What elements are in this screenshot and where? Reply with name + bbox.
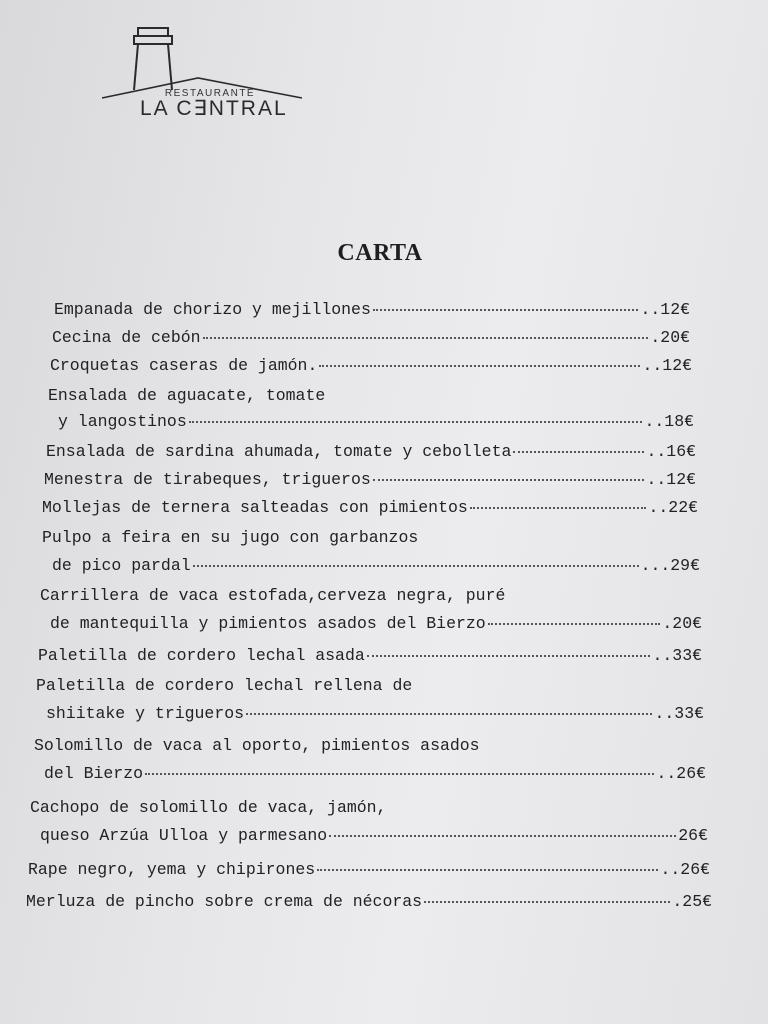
- menu-item-name: queso Arzúa Ulloa y parmesano: [40, 826, 328, 845]
- dot-leader: [317, 868, 658, 871]
- dot-leader: [513, 450, 644, 453]
- menu-item-price: ..33€: [654, 704, 704, 723]
- menu-item-line: [42, 498, 698, 522]
- menu-item-price: ..12€: [642, 356, 692, 375]
- menu-item-name: Carrillera de vaca estofada,cerveza negra, puré: [40, 586, 506, 605]
- menu-item-name: Ensalada de aguacate, tomate: [48, 386, 326, 405]
- menu-item-name: Rape negro, yema y chipirones: [28, 860, 316, 879]
- menu-item-price: ..18€: [644, 412, 694, 431]
- menu-item-name: Croquetas caseras de jamón.: [50, 356, 318, 375]
- menu-item-name: Cecina de cebón: [52, 328, 201, 347]
- menu-item-line: [46, 704, 704, 728]
- menu-item-name: Mollejas de ternera salteadas con pimientos: [42, 498, 468, 517]
- menu-item-price: .20€: [662, 614, 702, 633]
- menu-item-name: Merluza de pincho sobre crema de nécoras: [26, 892, 423, 911]
- menu-item-price: .20€: [650, 328, 690, 347]
- menu-item-price: ..26€: [656, 764, 706, 783]
- menu-item-price: ..12€: [646, 470, 696, 489]
- dot-leader: [329, 834, 676, 837]
- dot-leader: [145, 772, 654, 775]
- menu-item-line: [44, 764, 706, 788]
- menu-item-line: [46, 442, 696, 466]
- menu-item-name: Paletilla de cordero lechal asada: [38, 646, 365, 665]
- menu-item-line: [50, 356, 692, 380]
- menu-item-name: Menestra de tirabeques, trigueros: [44, 470, 371, 489]
- dot-leader: [189, 420, 643, 423]
- menu-item-line: [48, 386, 325, 410]
- menu-item-line: [40, 586, 505, 610]
- menu-item-line: [42, 528, 418, 552]
- menu-item-price: ...29€: [640, 556, 700, 575]
- menu-item-name: Paletilla de cordero lechal rellena de: [36, 676, 413, 695]
- menu-item-line: [38, 646, 702, 670]
- dot-leader: [424, 900, 670, 903]
- menu-item-price: ..33€: [652, 646, 702, 665]
- menu-item-line: [34, 736, 480, 760]
- menu-item-name: Pulpo a feira en su jugo con garbanzos: [42, 528, 419, 547]
- menu-item-name: shiitake y trigueros: [46, 704, 245, 723]
- menu-item-line: [50, 614, 702, 638]
- menu-item-line: [44, 470, 696, 494]
- logo-subtitle: RESTAURANTE: [164, 88, 256, 99]
- dot-leader: [246, 712, 652, 715]
- restaurant-logo: [98, 24, 308, 124]
- dot-leader: [470, 506, 647, 509]
- logo-name: LA C∃NTRAL: [140, 97, 288, 120]
- menu-item-line: [26, 892, 712, 916]
- menu-item-name: del Bierzo: [44, 764, 144, 783]
- menu-item-name: Cachopo de solomillo de vaca, jamón,: [30, 798, 387, 817]
- dot-leader: [373, 478, 645, 481]
- dot-leader: [193, 564, 639, 567]
- menu-item-name: de mantequilla y pimientos asados del Bierzo: [50, 614, 486, 633]
- menu-item-name: de pico pardal: [52, 556, 191, 575]
- dot-leader: [319, 364, 640, 367]
- menu-item-name: Empanada de chorizo y mejillones: [54, 300, 371, 319]
- menu-item-name: Solomillo de vaca al oporto, pimientos asados: [34, 736, 480, 755]
- menu-item-line: [36, 676, 412, 700]
- menu-item-price: ..12€: [640, 300, 690, 319]
- dot-leader: [367, 654, 651, 657]
- dot-leader: [203, 336, 649, 339]
- dot-leader: [488, 622, 661, 625]
- page-title: CARTA: [337, 240, 423, 266]
- menu-item-line: [58, 412, 694, 436]
- menu-item-line: [40, 826, 708, 850]
- menu-item-price: ..26€: [660, 860, 710, 879]
- menu-item-price: ..16€: [646, 442, 696, 461]
- menu-item-price: .25€: [672, 892, 712, 911]
- menu-item-name: Ensalada de sardina ahumada, tomate y cebolleta: [46, 442, 512, 461]
- menu-item-line: [54, 300, 690, 324]
- dot-leader: [373, 308, 639, 311]
- menu-item-name: y langostinos: [58, 412, 187, 431]
- menu-item-price: 26€: [678, 826, 708, 845]
- menu-item-line: [30, 798, 386, 822]
- menu-item-line: [28, 860, 710, 884]
- menu-item-price: ..22€: [648, 498, 698, 517]
- menu-item-line: [52, 328, 690, 352]
- menu-item-line: [52, 556, 700, 580]
